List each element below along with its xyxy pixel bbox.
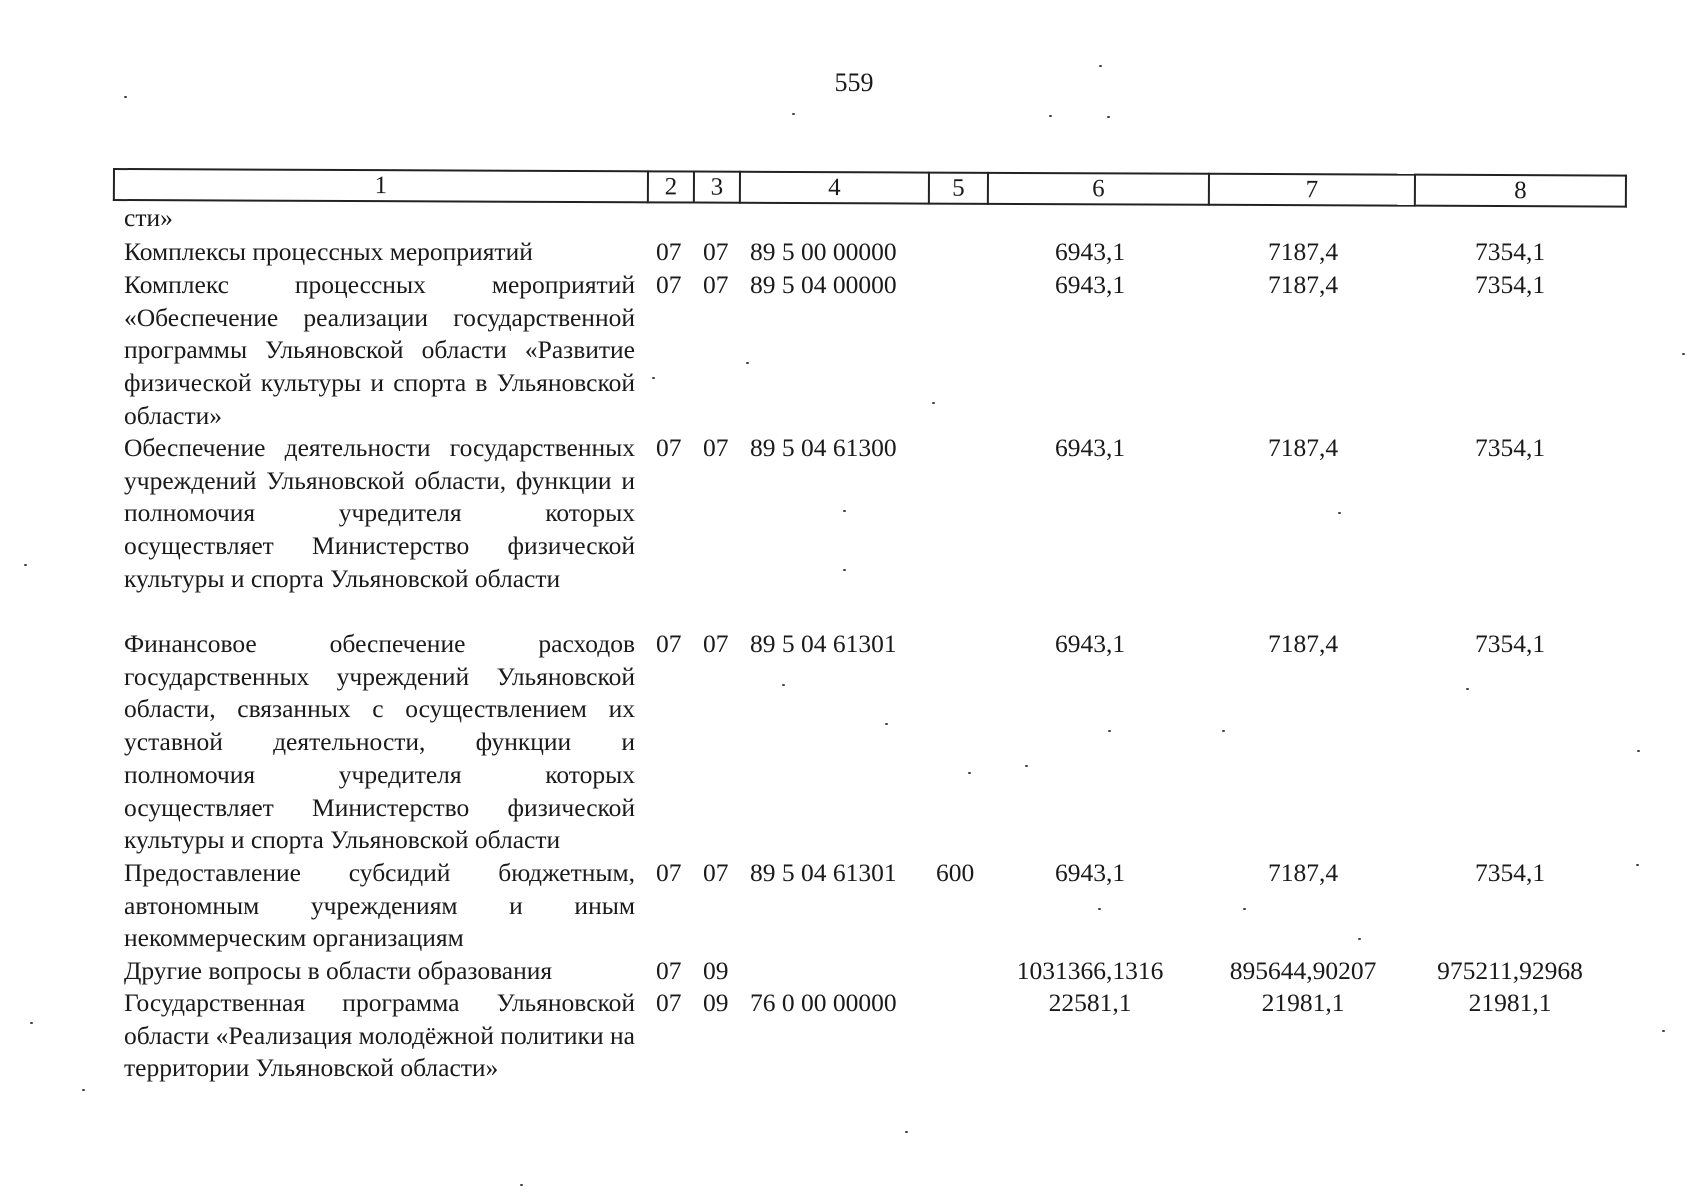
row-expense-type: 600	[936, 858, 975, 887]
row-description: Другие вопросы в области образования	[124, 956, 553, 985]
row-amount-col8: 7354,1	[1474, 270, 1546, 299]
row-subsection-code: 07	[703, 629, 729, 658]
row-amount-col8: 7354,1	[1474, 433, 1546, 462]
row-amount-col6: 6943,1	[1054, 629, 1126, 658]
row-amount-col7: 7187,4	[1267, 629, 1339, 658]
scan-speck	[1243, 908, 1246, 910]
scan-speck	[1662, 1030, 1665, 1032]
row-target-code: 89 5 04 61301	[750, 629, 897, 658]
row-description: Обеспечение деятельности государственных учреждений Ульяновской области, функции и полномочия учредителя которых осуществляет Министерство физической культуры и спорта Ульяновской области	[124, 433, 635, 593]
scan-speck	[520, 1184, 523, 1186]
column-header-3: 3	[694, 172, 740, 203]
scan-speck	[1222, 730, 1225, 732]
row-amount-col7: 7187,4	[1267, 858, 1339, 887]
scan-speck	[652, 377, 655, 379]
row-section-code: 07	[656, 237, 682, 266]
row-amount-col7: 7187,4	[1267, 237, 1339, 266]
scan-speck	[1682, 353, 1685, 355]
row-section-code: 07	[656, 956, 682, 985]
scan-speck	[932, 402, 935, 404]
scan-speck	[1099, 65, 1102, 67]
column-header-row	[114, 169, 1626, 207]
scan-speck	[1049, 115, 1052, 117]
row-section-code: 07	[656, 858, 682, 887]
column-header-6: 6	[988, 173, 1209, 205]
row-amount-col6: 6943,1	[1054, 270, 1126, 299]
column-header-1: 1	[114, 169, 648, 202]
row-target-code: 89 5 00 00000	[750, 237, 897, 266]
row-section-code: 07	[656, 270, 682, 299]
row-target-code: 89 5 04 61300	[750, 433, 897, 462]
scan-speck	[124, 96, 127, 98]
row-description: Финансовое обеспечение расходов государственных учреждений Ульяновской области, связанных с осуществлением их уставной деятельности, функции и полномочия учредителя которых осуществляет Министерство физической культуры и спорта Ульяновской области	[124, 629, 635, 855]
scan-speck	[1108, 730, 1111, 732]
row-amount-col8: 7354,1	[1474, 858, 1546, 887]
scan-speck	[82, 1089, 85, 1091]
row-subsection-code: 07	[703, 237, 729, 266]
column-header-2: 2	[648, 171, 694, 202]
scan-speck	[1636, 864, 1639, 866]
scan-speck	[1466, 688, 1469, 690]
column-header-5: 5	[929, 173, 988, 204]
row-description: сти»	[124, 203, 173, 232]
row-subsection-code: 09	[703, 956, 729, 985]
scan-speck	[1098, 908, 1101, 910]
row-amount-col6: 6943,1	[1054, 237, 1126, 266]
row-section-code: 07	[656, 629, 682, 658]
scan-speck	[1338, 512, 1341, 514]
scan-speck	[1107, 116, 1110, 118]
row-amount-col8: 21981,1	[1468, 988, 1552, 1017]
row-subsection-code: 09	[703, 988, 729, 1017]
row-section-code: 07	[656, 988, 682, 1017]
scan-speck	[782, 684, 785, 686]
row-amount-col7: 7187,4	[1267, 270, 1339, 299]
scan-speck	[30, 1022, 33, 1024]
row-subsection-code: 07	[703, 270, 729, 299]
column-header-8: 8	[1415, 175, 1626, 207]
column-header-4: 4	[740, 172, 929, 204]
row-target-code: 76 0 00 00000	[750, 988, 897, 1017]
scan-speck	[746, 362, 749, 364]
row-subsection-code: 07	[703, 858, 729, 887]
scan-speck	[1358, 938, 1361, 940]
row-amount-col8: 7354,1	[1474, 629, 1546, 658]
row-amount-col8: 975211,92968	[1437, 956, 1583, 985]
row-section-code: 07	[656, 433, 682, 462]
row-amount-col6: 22581,1	[1048, 988, 1132, 1017]
scan-speck	[843, 510, 846, 512]
scan-speck	[24, 564, 27, 566]
scan-speck	[1025, 765, 1028, 767]
page-number: 559	[834, 68, 874, 97]
row-description: Предоставление субсидий бюджетным, автономным учреждениям и иным некоммерческим организациям	[124, 858, 635, 953]
scan-speck	[905, 1131, 908, 1133]
row-amount-col6: 1031366,1316	[1016, 956, 1164, 985]
scan-speck	[885, 723, 888, 725]
row-amount-col7: 7187,4	[1267, 433, 1339, 462]
row-amount-col6: 6943,1	[1054, 433, 1126, 462]
row-target-code: 89 5 04 61301	[750, 858, 897, 887]
row-amount-col7: 21981,1	[1261, 988, 1345, 1017]
scan-speck	[843, 569, 846, 571]
row-description: Комплекс процессных мероприятий «Обеспечение реализации государственной программы Ульяновской области «Развитие физической культуры и спорта в Ульяновской области»	[124, 270, 635, 430]
row-amount-col6: 6943,1	[1054, 858, 1126, 887]
row-target-code: 89 5 04 00000	[750, 270, 897, 299]
scan-speck	[1637, 750, 1640, 752]
row-description: Комплексы процессных мероприятий	[124, 237, 533, 266]
row-subsection-code: 07	[703, 433, 729, 462]
scan-speck	[968, 772, 971, 774]
row-amount-col7: 895644,90207	[1229, 956, 1377, 985]
row-amount-col8: 7354,1	[1474, 237, 1546, 266]
row-description: Государственная программа Ульяновской области «Реализация молодёжной политики на территории Ульяновской области»	[124, 988, 635, 1083]
scan-speck	[792, 113, 795, 115]
column-header-7: 7	[1209, 174, 1415, 206]
